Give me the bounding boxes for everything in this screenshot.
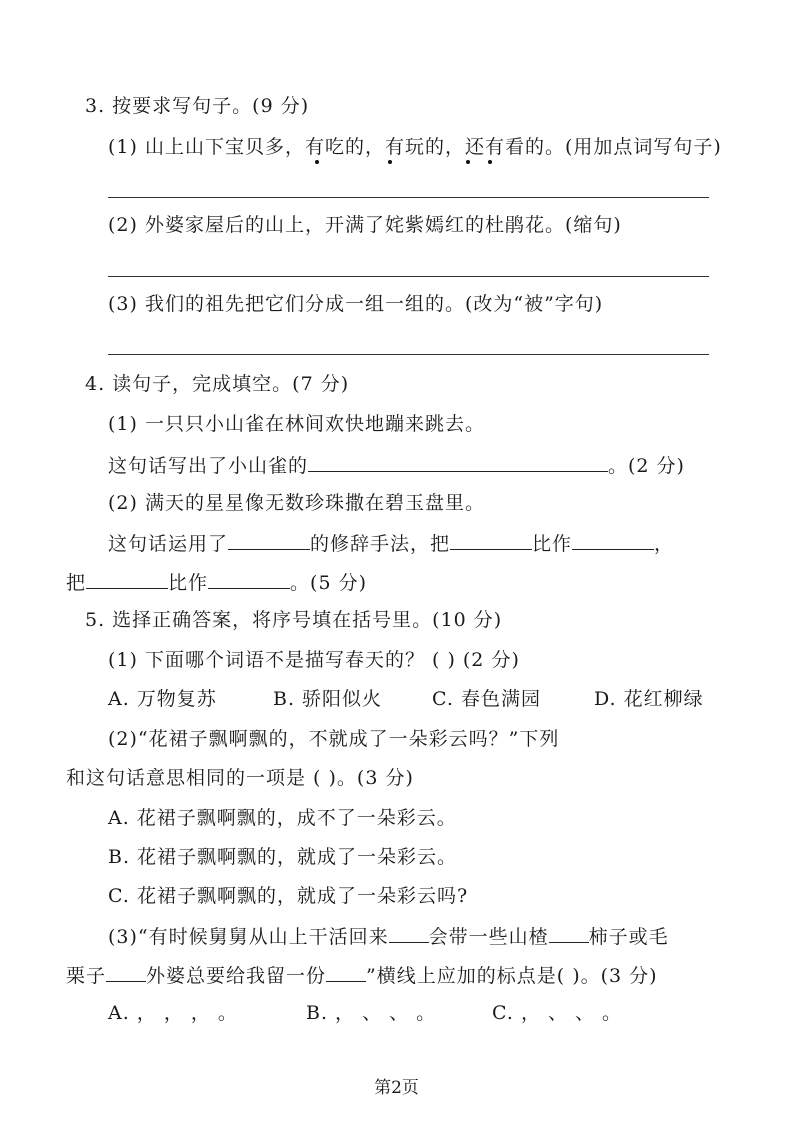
q5-question-3-line-1 <box>108 922 669 950</box>
q5-q3-option-b[interactable]: B. ， 、 、 。 <box>306 1002 437 1024</box>
emphasis-dot <box>488 160 492 164</box>
q4-fill-1-text-b: 。(2 分) <box>608 455 685 477</box>
q5-question-2-line-1: (2)“花裙子飘啊飘的，不就成了一朵彩云吗？”下列 <box>108 728 560 750</box>
q4-sentence-2: (2) 满天的星星像无数珍珠撒在碧玉盘里。 <box>108 492 485 514</box>
answer-line[interactable] <box>108 276 709 277</box>
q5-q2-option-c[interactable]: C. 花裙子飘啊飘的，就成了一朵彩云吗? <box>108 885 469 907</box>
q5-option-d[interactable]: D. 花红柳绿 <box>594 688 704 710</box>
blank-field[interactable] <box>549 922 589 943</box>
q5-option-c[interactable]: C. 春色满园 <box>432 688 541 710</box>
answer-line[interactable] <box>108 354 709 355</box>
q4-fill-1-text-a: 这句话写出了小山雀的 <box>108 455 309 477</box>
q4-fill-2-text-c: 比作 <box>532 533 573 555</box>
q4-fill-2-text-e: 把 <box>66 572 87 594</box>
q5-q3-option-a[interactable]: A. ， ， ， 。 <box>108 1002 238 1024</box>
emphasis-dot <box>315 160 319 164</box>
q5-q3-text-d: 栗子 <box>66 965 107 987</box>
q4-title: 4. 读句子，完成填空。(7 分) <box>85 373 350 395</box>
q4-fill-2-text-f: 比作 <box>168 572 209 594</box>
q4-fill-2-text-d: ， <box>654 533 675 555</box>
q5-question-2-line-2: 和这句话意思相同的一项是 ( )。(3 分) <box>66 767 414 789</box>
q5-q3-text-f: ”横线上应加的标点是( )。(3 分) <box>366 965 658 987</box>
q3-sentence-1: (1) 山上山下宝贝多，有吃的，有玩的，还有看的。(用加点词写句子) <box>108 136 722 158</box>
q4-fill-2-text-b: 的修辞手法，把 <box>310 533 451 555</box>
blank-field[interactable] <box>326 961 366 982</box>
q5-title: 5. 选择正确答案，将序号填在括号里。(10 分) <box>85 609 503 631</box>
q5-q3-text-e: 外婆总要给我留一份 <box>146 965 327 987</box>
q5-q2-option-b[interactable]: B. 花裙子飘啊飘的，就成了一朵彩云。 <box>108 846 458 868</box>
q3-sentence-3: (3) 我们的祖先把它们分成一组一组的。(改为“被”字句) <box>108 293 604 315</box>
blank-field[interactable] <box>308 451 608 472</box>
blank-field[interactable] <box>208 568 290 589</box>
blank-field[interactable] <box>106 961 146 982</box>
emphasis-dot <box>466 160 470 164</box>
q5-q2-option-a[interactable]: A. 花裙子飘啊飘的，成不了一朵彩云。 <box>108 807 457 829</box>
q5-question-1: (1) 下面哪个词语不是描写春天的？ ( ) (2 分) <box>108 649 520 671</box>
q3-sentence-2: (2) 外婆家屋后的山上，开满了姹紫嫣红的杜鹃花。(缩句) <box>108 214 622 236</box>
q5-q3-text-a: (3)“有时候舅舅从山上干活回来 <box>108 926 389 948</box>
q4-fill-2-text-a: 这句话运用了 <box>108 533 229 555</box>
page-number: 第2页 <box>374 1078 419 1098</box>
q3-title: 3. 按要求写句子。(9 分) <box>85 95 310 117</box>
q5-question-3-line-2 <box>66 961 658 989</box>
blank-field[interactable] <box>86 568 168 589</box>
q4-sentence-1: (1) 一只只小山雀在林间欢快地蹦来跳去。 <box>108 413 485 435</box>
answer-line[interactable] <box>108 197 709 198</box>
q5-option-b[interactable]: B. 骄阳似火 <box>273 688 383 710</box>
blank-field[interactable] <box>572 529 654 550</box>
q5-q3-option-c[interactable]: C. ， 、 、 。 <box>492 1002 623 1024</box>
q4-fill-1 <box>108 451 685 479</box>
emphasis-dot <box>388 160 392 164</box>
blank-field[interactable] <box>228 529 310 550</box>
q5-q3-text-b: 会带一些山楂 <box>428 926 549 948</box>
q4-fill-2-text-g: 。(5 分) <box>290 572 367 594</box>
q4-fill-2 <box>108 529 674 557</box>
q5-option-a[interactable]: A. 万物复苏 <box>108 688 217 710</box>
blank-field[interactable] <box>450 529 532 550</box>
blank-field[interactable] <box>389 922 429 943</box>
q5-q3-text-c: 柿子或毛 <box>588 926 669 948</box>
q4-fill-2-cont <box>66 568 367 596</box>
